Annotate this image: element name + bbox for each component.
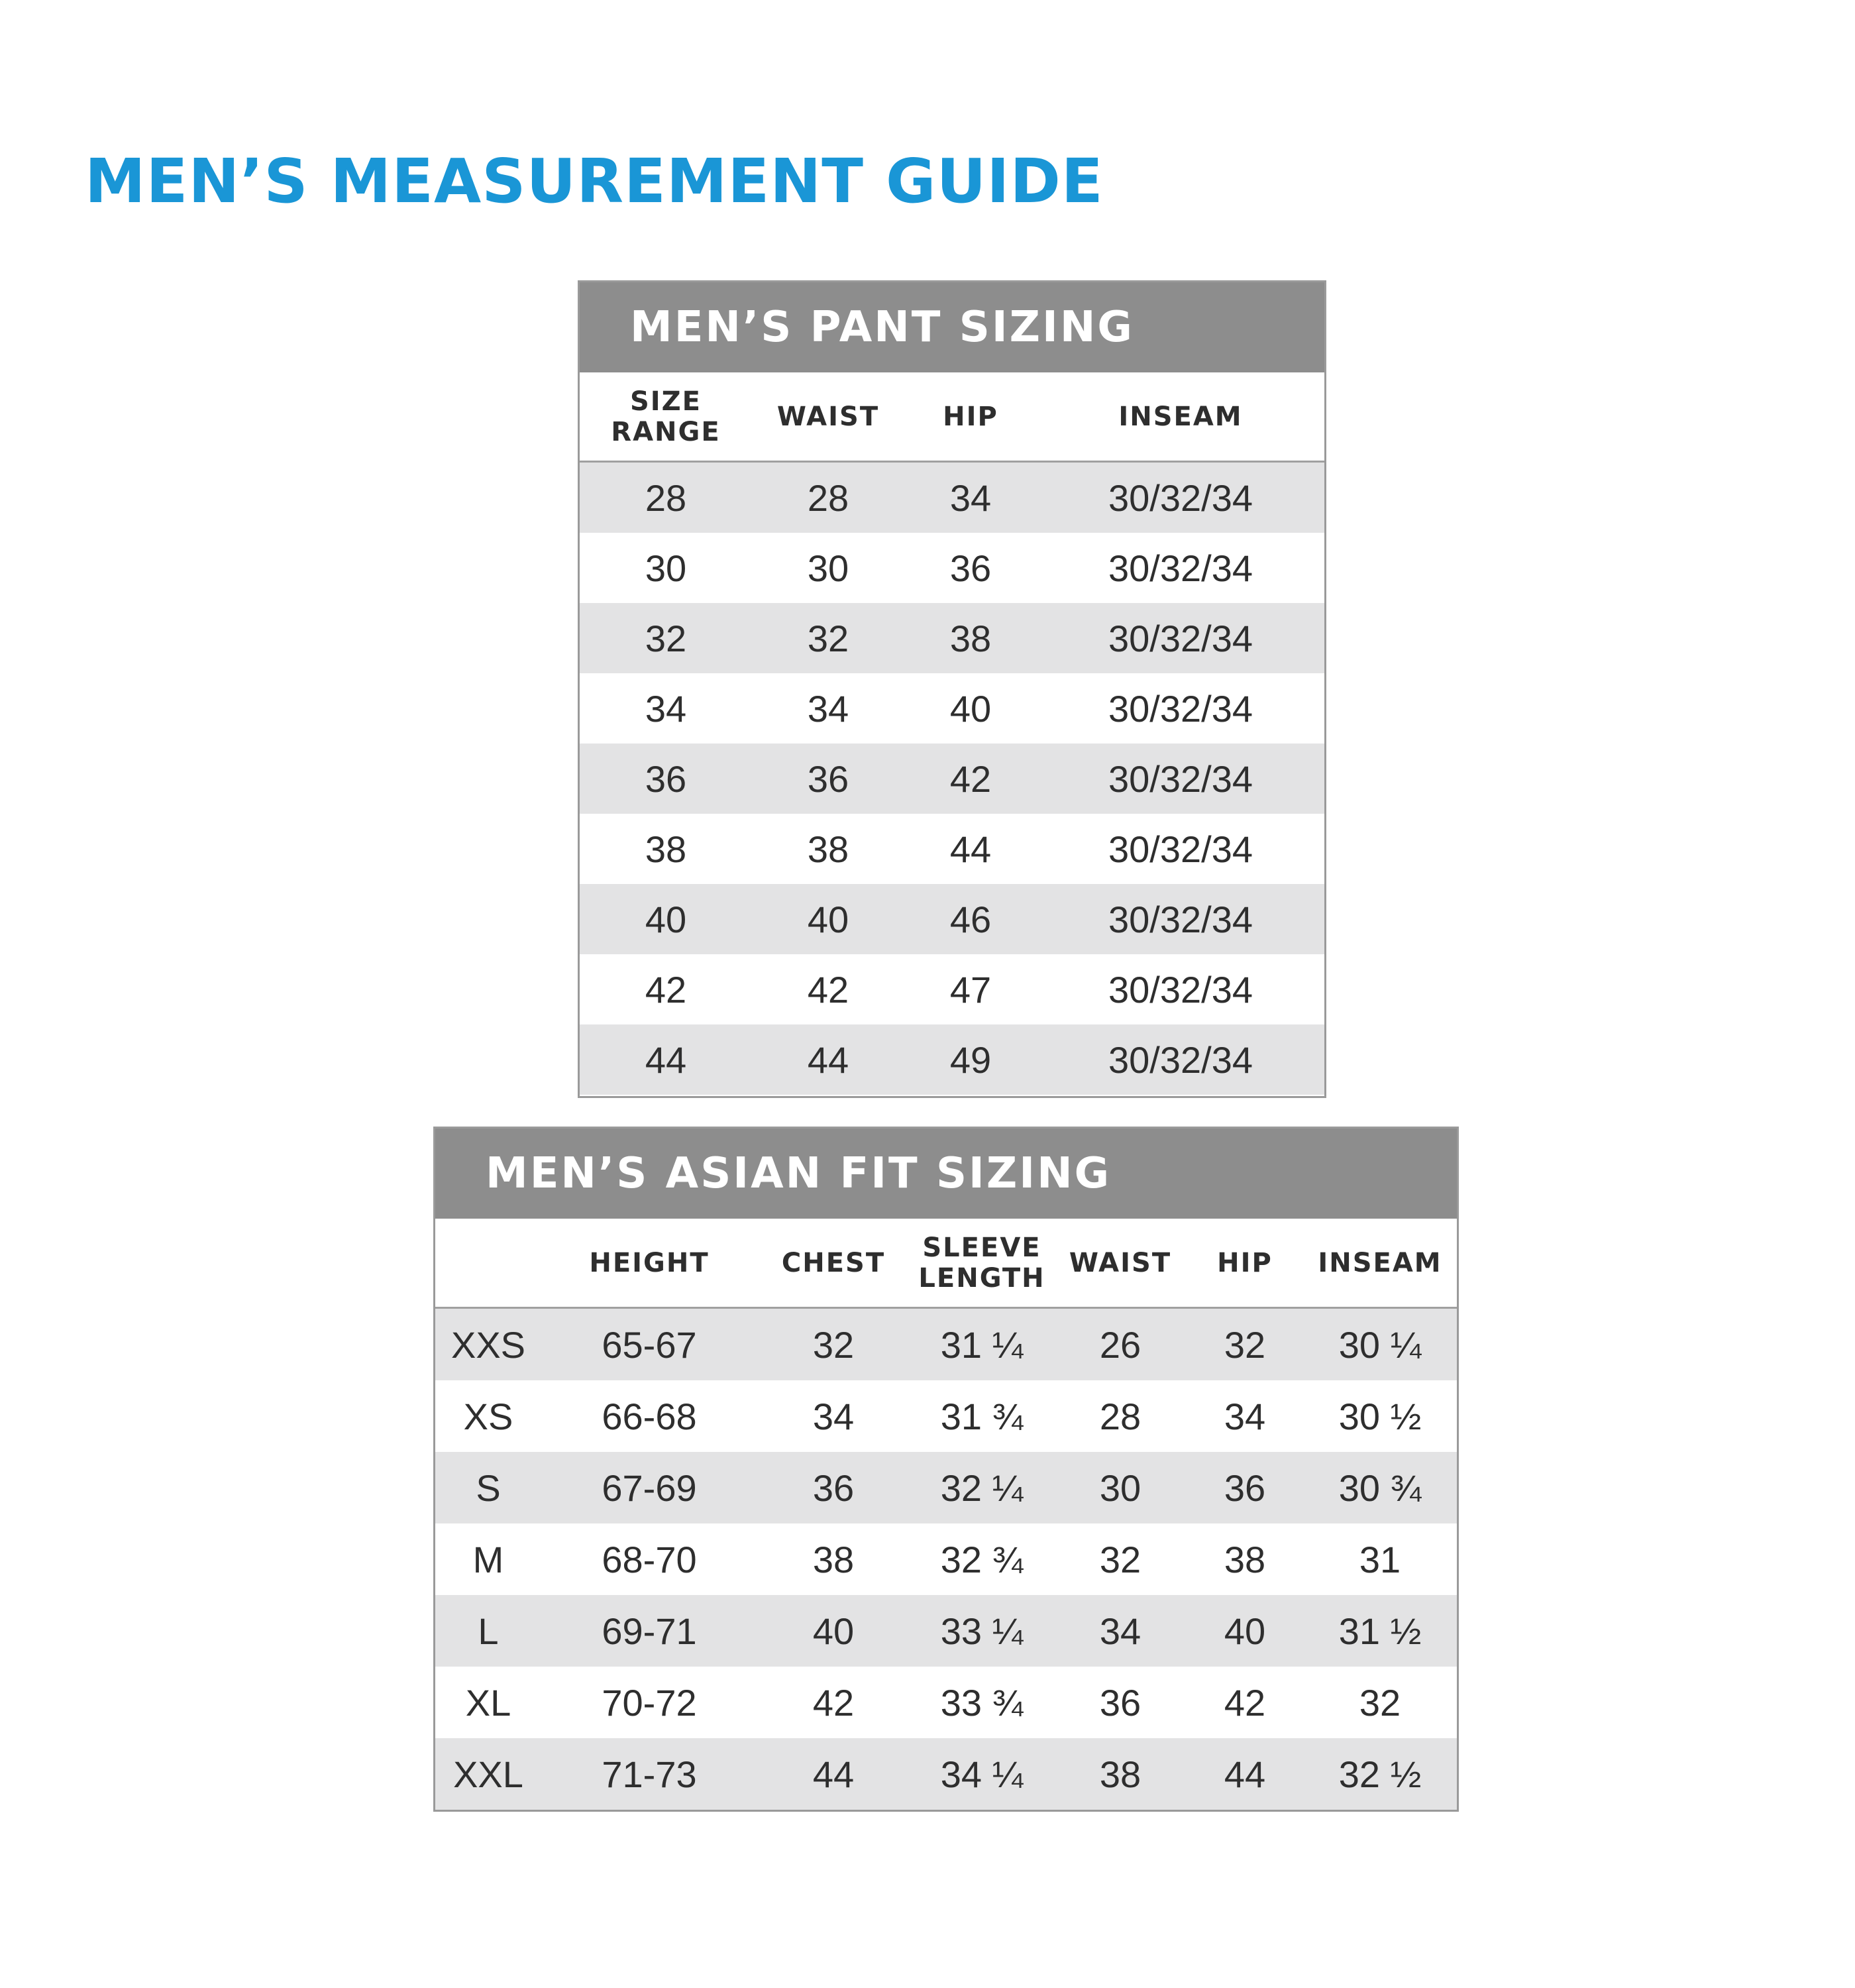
pant-sizing-table (578, 280, 1326, 1098)
table-cell: 38 (812, 1538, 855, 1580)
table-cell: 32 ½ (1303, 1738, 1457, 1810)
table-cell: 65-67 (541, 1309, 757, 1380)
table-cell: 32 ¼ (910, 1452, 1054, 1523)
table-cell: 34 (645, 687, 687, 730)
table-cell: 30/32/34 (1037, 884, 1324, 954)
table-cell: 28 (1099, 1395, 1141, 1437)
table-cell: 69-71 (541, 1595, 757, 1667)
pant-sizing-title: MEN’S PANT SIZING (580, 282, 1324, 372)
table-cell: 36 (949, 547, 992, 589)
table-cell: 47 (949, 968, 992, 1011)
table-cell: 34 (1224, 1395, 1266, 1437)
asian-fit-sizing-title: MEN’S ASIAN FIT SIZING (435, 1129, 1457, 1219)
table-cell: 30/32/34 (1108, 687, 1253, 730)
table-cell: 30/32/34 (1037, 603, 1324, 673)
column-header-inseam: INSEAM (1037, 372, 1324, 463)
table-cell: 40 (752, 884, 904, 954)
pant-sizing-body (580, 463, 1324, 1095)
page-title: MEN’S MEASUREMENT GUIDE (85, 146, 1104, 217)
table-cell: 40 (580, 884, 752, 954)
table-cell: 44 (580, 1024, 752, 1095)
column-header-chest: CHEST (757, 1219, 910, 1309)
table-cell: 36 (1099, 1681, 1141, 1724)
table-cell: 38 (807, 828, 849, 870)
column-header-waist: WAIST (1054, 1219, 1187, 1309)
table-cell: XL (465, 1681, 511, 1724)
table-cell: 30 (1054, 1452, 1187, 1523)
table-cell: 44 (752, 1024, 904, 1095)
table-cell: 33 ¾ (940, 1681, 1024, 1724)
table-cell: 40 (757, 1595, 910, 1667)
table-cell: 34 ¼ (910, 1738, 1054, 1810)
column-header-sleeve-length: SLEEVE LENGTH (910, 1219, 1054, 1309)
table-cell: 32 (1187, 1309, 1303, 1380)
table-cell: 32 (1099, 1538, 1141, 1580)
table-cell: 32 ¾ (940, 1538, 1024, 1580)
table-cell: 67-69 (541, 1452, 757, 1523)
table-cell: 70-72 (602, 1681, 697, 1724)
table-cell: XS (463, 1395, 513, 1437)
table-cell: 30 (645, 547, 687, 589)
table-cell: L (435, 1595, 541, 1667)
table-cell: 36 (580, 744, 752, 814)
table-cell: 30/32/34 (1037, 463, 1324, 533)
table-cell: 30/32/34 (1108, 828, 1253, 870)
table-cell: 34 (904, 463, 1037, 533)
table-cell: 34 (807, 687, 849, 730)
table-cell: 36 (757, 1452, 910, 1523)
table-cell: 34 (1054, 1595, 1187, 1667)
table-cell: 38 (904, 603, 1037, 673)
table-cell: 36 (752, 744, 904, 814)
table-cell: 32 (752, 603, 904, 673)
table-cell: 31 ½ (1303, 1595, 1457, 1667)
table-cell: 28 (580, 463, 752, 533)
table-cell: 40 (1187, 1595, 1303, 1667)
table-cell: 31 (1359, 1538, 1401, 1580)
table-cell: XXL (435, 1738, 541, 1810)
table-cell: 31 ¾ (940, 1395, 1024, 1437)
table-cell: 38 (645, 828, 687, 870)
table-cell: 38 (1224, 1538, 1266, 1580)
table-cell: S (435, 1452, 541, 1523)
asian-fit-sizing-body (435, 1309, 1457, 1810)
table-cell: 30 (807, 547, 849, 589)
table-cell: 26 (1054, 1309, 1187, 1380)
table-cell: 42 (645, 968, 687, 1011)
asian-fit-sizing-grid (435, 1219, 1457, 1309)
table-cell: 34 (812, 1395, 855, 1437)
table-cell: 68-70 (602, 1538, 697, 1580)
table-cell: 30 ½ (1338, 1395, 1422, 1437)
column-header-waist: WAIST (752, 372, 904, 463)
table-cell: 30/32/34 (1037, 1024, 1324, 1095)
table-cell: 32 (1359, 1681, 1401, 1724)
table-cell: 30 ¼ (1303, 1309, 1457, 1380)
column-header-size (435, 1219, 541, 1309)
table-cell: 49 (904, 1024, 1037, 1095)
table-cell: 44 (949, 828, 992, 870)
column-header-inseam: INSEAM (1303, 1219, 1457, 1309)
table-cell: 31 ¼ (910, 1309, 1054, 1380)
table-cell: 28 (752, 463, 904, 533)
table-cell: 30/32/34 (1108, 547, 1253, 589)
table-cell: M (472, 1538, 504, 1580)
column-header-height: HEIGHT (541, 1219, 757, 1309)
table-cell: 38 (1054, 1738, 1187, 1810)
pant-sizing-grid (580, 372, 1324, 463)
asian-fit-sizing-table (433, 1127, 1459, 1812)
table-cell: 42 (812, 1681, 855, 1724)
table-cell: 32 (580, 603, 752, 673)
table-cell: 42 (1224, 1681, 1266, 1724)
table-cell: 44 (757, 1738, 910, 1810)
table-cell: 30/32/34 (1108, 968, 1253, 1011)
table-cell: 40 (949, 687, 992, 730)
table-cell: 66-68 (602, 1395, 697, 1437)
column-header-hip: HIP (1187, 1219, 1303, 1309)
table-cell: 71-73 (541, 1738, 757, 1810)
table-cell: 36 (1187, 1452, 1303, 1523)
table-cell: 32 (757, 1309, 910, 1380)
column-header-size-range: SIZE RANGE (580, 372, 752, 463)
table-cell: 44 (1187, 1738, 1303, 1810)
table-cell: 46 (904, 884, 1037, 954)
table-cell: 33 ¼ (910, 1595, 1054, 1667)
table-cell: 30 ¾ (1303, 1452, 1457, 1523)
column-header-hip: HIP (904, 372, 1037, 463)
table-cell: 42 (904, 744, 1037, 814)
table-cell: 42 (807, 968, 849, 1011)
table-cell: XXS (435, 1309, 541, 1380)
table-cell: 30/32/34 (1037, 744, 1324, 814)
